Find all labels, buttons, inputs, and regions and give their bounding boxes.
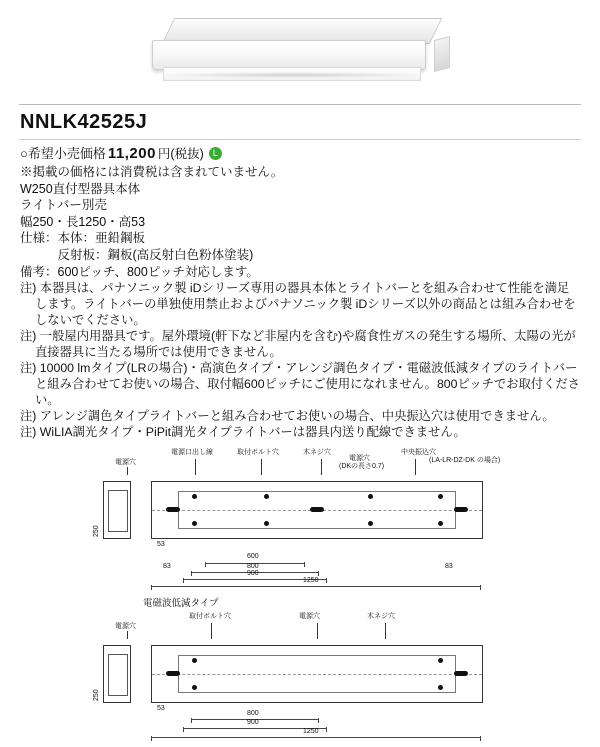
callout-center-hole: 中央振込穴 xyxy=(401,449,436,457)
dimline-1250 xyxy=(151,586,481,587)
drawing2-body xyxy=(85,637,515,717)
drawing2-side-bar xyxy=(108,654,128,696)
dim-83-right: 83 xyxy=(445,563,453,571)
plan-end-slot-right xyxy=(454,507,468,512)
note-1: 注) 一般屋内用器具です。屋外環境(軒下など非屋内を含む)や腐食性ガスの発生する場所、太陽の光が直接器具に当たる場所では使用できません。 xyxy=(20,329,576,360)
fixture-illustration xyxy=(150,18,450,82)
dim2-800: 800 xyxy=(247,710,259,718)
plan2-end-slot-left xyxy=(166,671,180,676)
drawing1-plan-view xyxy=(151,481,483,539)
drawing1-dimensions xyxy=(85,553,515,589)
drawing2-plan-midline xyxy=(152,674,482,675)
callout-wood-screw-hole: 木ネジ穴 xyxy=(303,449,331,457)
callout2-power-hole-1: 電源穴 xyxy=(115,623,136,631)
plan2-end-slot-right xyxy=(454,671,468,676)
drawing2-depth-dim: 53 xyxy=(157,705,165,713)
drawing1-depth-dim: 53 xyxy=(157,541,165,549)
dim-1250: 1250 xyxy=(303,577,319,585)
dim-900: 900 xyxy=(247,570,259,578)
price-value: 11,200 xyxy=(107,145,156,162)
drawing2-title: 電磁波低減タイプ xyxy=(143,598,219,610)
price-row xyxy=(20,144,580,164)
callout2-power-hole-2: 電源穴 xyxy=(299,613,320,621)
dim-600: 600 xyxy=(247,553,259,561)
dimension-drawings xyxy=(0,441,600,747)
callout-center-hole-cond: (LA-LR-DZ-DK の場合) xyxy=(429,457,501,465)
dim2-900: 900 xyxy=(247,719,259,727)
drawing1-side-view xyxy=(103,481,131,539)
drawing1-height-dim: 250 xyxy=(93,525,100,538)
model-row xyxy=(0,105,600,139)
drawing2-height-dim: 250 xyxy=(93,689,100,702)
plan-end-slot-left xyxy=(166,507,180,512)
dim2-1250: 1250 xyxy=(303,728,319,736)
callout-mount-bolt-hole: 取付ボルト穴 xyxy=(237,449,279,457)
spec-line-1: ライトバー別売 xyxy=(20,198,107,213)
model-number: NNLK42525J xyxy=(20,111,148,133)
callout2-mount-bolt-hole: 取付ボルト穴 xyxy=(189,613,231,621)
drawing2-callouts xyxy=(85,611,515,637)
drawing1-side-bar xyxy=(108,490,128,532)
callout-power-hole-2: 電源穴 xyxy=(349,455,370,463)
note-2: 注) 10000 lmタイプ(LRの場合)・高演色タイプ・アレンジ調色タイプ・電磁波低減タイプのライトバーと組み合わせてお使いの場合、取付幅600ピッチにご使用になれません。800ピッチでお取付ください。 xyxy=(20,361,580,408)
dim-83-left: 83 xyxy=(163,563,171,571)
drawing1-callouts xyxy=(85,447,515,473)
drawing2-dimensions xyxy=(85,710,515,747)
tax-note: ※掲載の価格には消費税は含まれていません。 xyxy=(20,164,284,179)
product-photo xyxy=(0,0,600,104)
spec-line-3: 仕様：本体：亜鉛鋼板 xyxy=(20,231,146,246)
callout-power-lead: 電源口出し線 xyxy=(171,449,213,457)
note-4: 注) WiLIA調光タイプ・PiPit調光タイプライトバーは器具内送り配線できません。 xyxy=(20,425,466,440)
spec-line-4: 反射板：鋼板(高反射白色粉体塗装) xyxy=(20,248,254,263)
spec-line-0: W250直付型器具本体 xyxy=(20,181,141,196)
fixture-shadow xyxy=(158,72,430,78)
callout-dk-length: (DKの長さ0.7) xyxy=(339,463,385,471)
spec-block xyxy=(0,140,600,441)
dimline2-1250 xyxy=(151,737,481,738)
price-tax-note: 円(税抜) xyxy=(157,146,204,161)
drawing2-plan-view xyxy=(151,645,483,703)
drawing2-side-view xyxy=(103,645,131,703)
callout-power-hole-1: 電源穴 xyxy=(115,459,136,467)
drawing-standard-type xyxy=(85,447,515,589)
callout2-wood-screw-hole: 木ネジ穴 xyxy=(367,613,395,621)
dim-800: 800 xyxy=(247,563,259,571)
price-label: ○希望小売価格 xyxy=(20,146,106,162)
drawing-low-emf-type xyxy=(85,595,515,747)
spec-line-2: 幅250・長1250・高53 xyxy=(20,214,146,229)
note-0: 注) 本器具は、パナソニック製 iDシリーズ専用の器具本体とライトバーとを組み合わせて性能を満足します。ライトバーの単独使用禁止およびパナソニック製 iDシリーズ以外の商品とは組み合わせをしないでください。 xyxy=(20,281,576,328)
plan-center-slot xyxy=(310,507,324,512)
spec-line-5: 備考：600ピッチ、800ピッチ対応します。 xyxy=(20,264,259,279)
drawing1-body xyxy=(85,473,515,559)
eco-badge-icon: L xyxy=(209,147,222,160)
fixture-end-cap xyxy=(434,36,450,72)
note-3: 注) アレンジ調色タイプライトバーと組み合わせてお使いの場合、中央振込穴は使用できません。 xyxy=(20,409,555,424)
notes-block xyxy=(20,281,580,441)
fixture-face xyxy=(152,40,426,70)
